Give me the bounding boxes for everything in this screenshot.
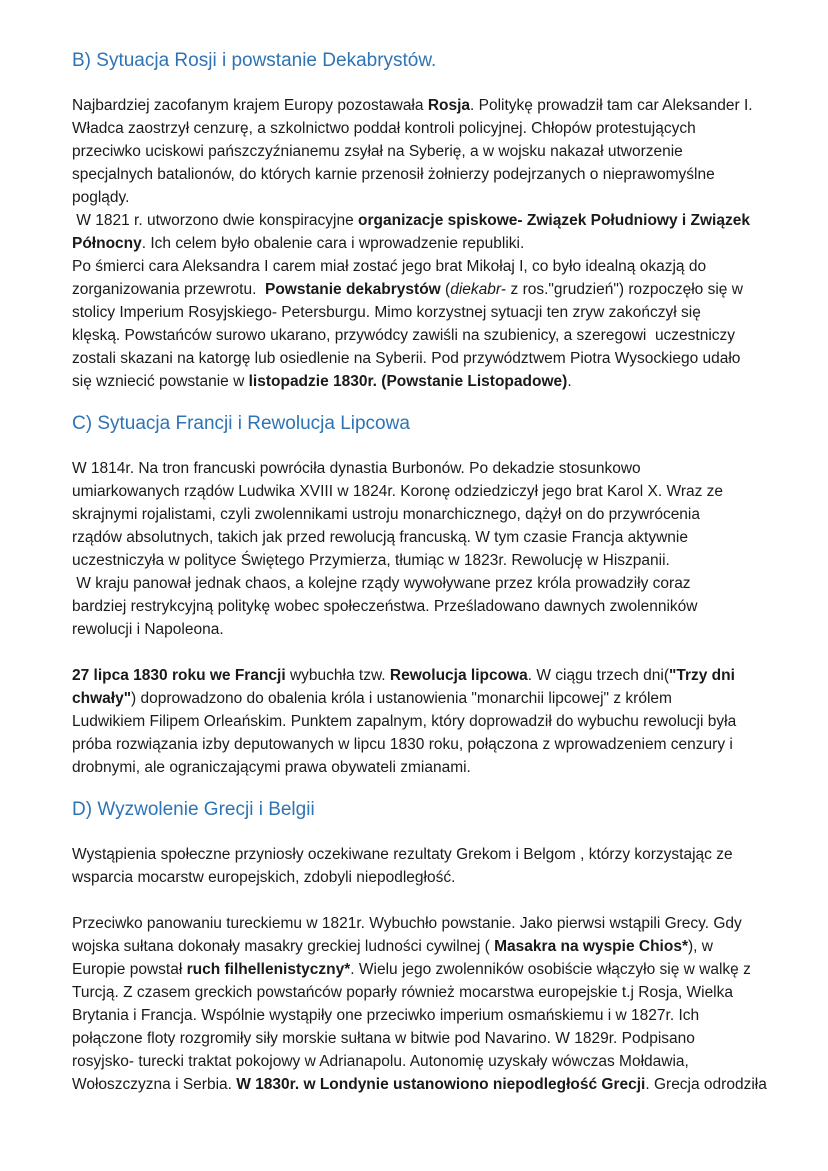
text-line: Ludwikiem Filipem Orleańskim. Punktem zapalnym, który doprowadził do wybuchu rewolucji była [72,713,737,730]
text-line: bardziej restrykcyjną politykę wobec społeczeństwa. Prześladowano dawnych zwolenników [72,598,698,615]
text-line: skrajnymi rojalistami, czyli zwolennikami ustroju monarchicznego, dążył on do przywrócenia [72,506,700,523]
text-line: połączone floty rozgromiły siły morskie sułtana w bitwie pod Navarino. W 1829r. Podpisano [72,1030,695,1047]
text-line: Przeciwko panowaniu tureckiemu w 1821r. Wybuchło powstanie. Jako pierwsi wstąpili Grecy. Gdy [72,915,742,932]
text-line: umiarkowanych rządów Ludwika XVIII w 1824r. Koronę odziedziczył jego brat Karol X. Wraz ze [72,483,724,500]
text-line: Wołoszczyzna i Serbia. W 1830r. w Londynie ustanowiono niepodległość Grecji. Grecja odrodziła [72,1076,767,1093]
text-line: W 1814r. Na tron francuski powróciła dynastia Burbonów. Po dekadzie stosunkowo [72,460,641,477]
section-heading-russia: B) Sytuacja Rosji i powstanie Dekabrystów. [72,50,437,71]
text-line: Wystąpienia społeczne przyniosły oczekiwane rezultaty Grekom i Belgom , którzy korzystając ze [72,846,733,863]
paragraph-france-bourbons [72,457,822,641]
text-line: drobnymi, ale ograniczającymi prawa obywateli zmianami. [72,759,471,776]
text-line: Władca zaostrzył cenzurę, a szkolnictwo poddał kontroli policyjnej. Chłopów protestujących [72,120,696,137]
text-line: specjalnych batalionów, do których karnie przenosił żołnierzy podejrzanych o nieprawomyślne [72,166,715,183]
text-line: W kraju panował jednak chaos, a kolejne rządy wywoływane przez króla prowadziły coraz [72,575,691,592]
text-line: uczestniczyła w polityce Świętego Przymierza, tłumiąc w 1823r. Rewolucję w Hiszpanii. [72,552,670,569]
text-line: wojska sułtana dokonały masakry greckiej ludności cywilnej ( Masakra na wyspie Chios*), w [72,938,713,955]
text-line: próba rozwiązania izby deputowanych w lipcu 1830 roku, połączona z wprowadzeniem cenzury i [72,736,733,753]
paragraph-independence [72,843,822,889]
text-line: wsparcia mocarstw europejskich, zdobyli niepodległość. [72,869,456,886]
text-line: przeciwko uciskowi pańszczyźnianemu zsyłał na Syberię, a w wojsku nakazał utworzenie [72,143,683,160]
text-line: W 1821 r. utworzono dwie konspiracyjne organizacje spiskowe- Związek Południowy i Związek [72,212,750,229]
text-line: się wzniecić powstanie w listopadzie 1830r. (Powstanie Listopadowe). [72,373,572,390]
text-line: Brytania i Francja. Wspólnie wystąpiły one przeciwko imperium osmańskiemu i w 1827r. Ich [72,1007,700,1024]
text-line: Turcją. Z czasem greckich powstańców poparły również mocarstwa europejskie t.j Rosja, Wielka [72,984,733,1001]
text-line: Po śmierci cara Aleksandra I carem miał zostać jego brat Mikołaj I, co było idealną okazją do [72,258,707,275]
text-line: Najbardziej zacofanym krajem Europy pozostawała Rosja. Politykę prowadził tam car Aleksander I. [72,97,753,114]
paragraph-greek-uprising [72,912,822,1096]
section-heading-greece-belgium: D) Wyzwolenie Grecji i Belgii [72,799,315,820]
text-line: Europie powstał ruch filhellenistyczny*. Wielu jego zwolenników osobiście włączyło się w walkę z [72,961,751,978]
text-line: zorganizowania przewrotu. Powstanie dekabrystów (diekabr- z ros."grudzień") rozpoczęło się w [72,281,743,298]
text-line: chwały") doprowadzono do obalenia króla i ustanowienia "monarchii lipcowej" z królem [72,690,672,707]
text-line: 27 lipca 1830 roku we Francji wybuchła tzw. Rewolucja lipcowa. W ciągu trzech dni("Trzy dni [72,667,735,684]
text-line: stolicy Imperium Rosyjskiego- Petersburgu. Mimo korzystnej sytuacji ten zryw zakończył się [72,304,701,321]
section-heading-france: C) Sytuacja Francji i Rewolucja Lipcowa [72,413,410,434]
text-line: klęską. Powstańców surowo ukarano, przywódcy zawiśli na szubienicy, a szeregowi uczestniczy [72,327,736,344]
paragraph-russia [72,94,822,393]
text-line: poglądy. [72,189,130,206]
text-line: zostali skazani na katorgę lub osiedlenie na Syberii. Pod przywództwem Piotra Wysockiego udało [72,350,741,367]
text-line: rosyjsko- turecki traktat pokojowy w Adrianapolu. Autonomię uzyskały wówczas Mołdawia, [72,1053,689,1070]
text-line: rządów absolutnych, takich jak przed rewolucją francuską. W tym czasie Francja aktywnie [72,529,688,546]
document-page [72,46,822,1096]
text-line: Północny. Ich celem było obalenie cara i wprowadzenie republiki. [72,235,525,252]
paragraph-july-revolution [72,664,822,779]
text-line: rewolucji i Napoleona. [72,621,224,638]
